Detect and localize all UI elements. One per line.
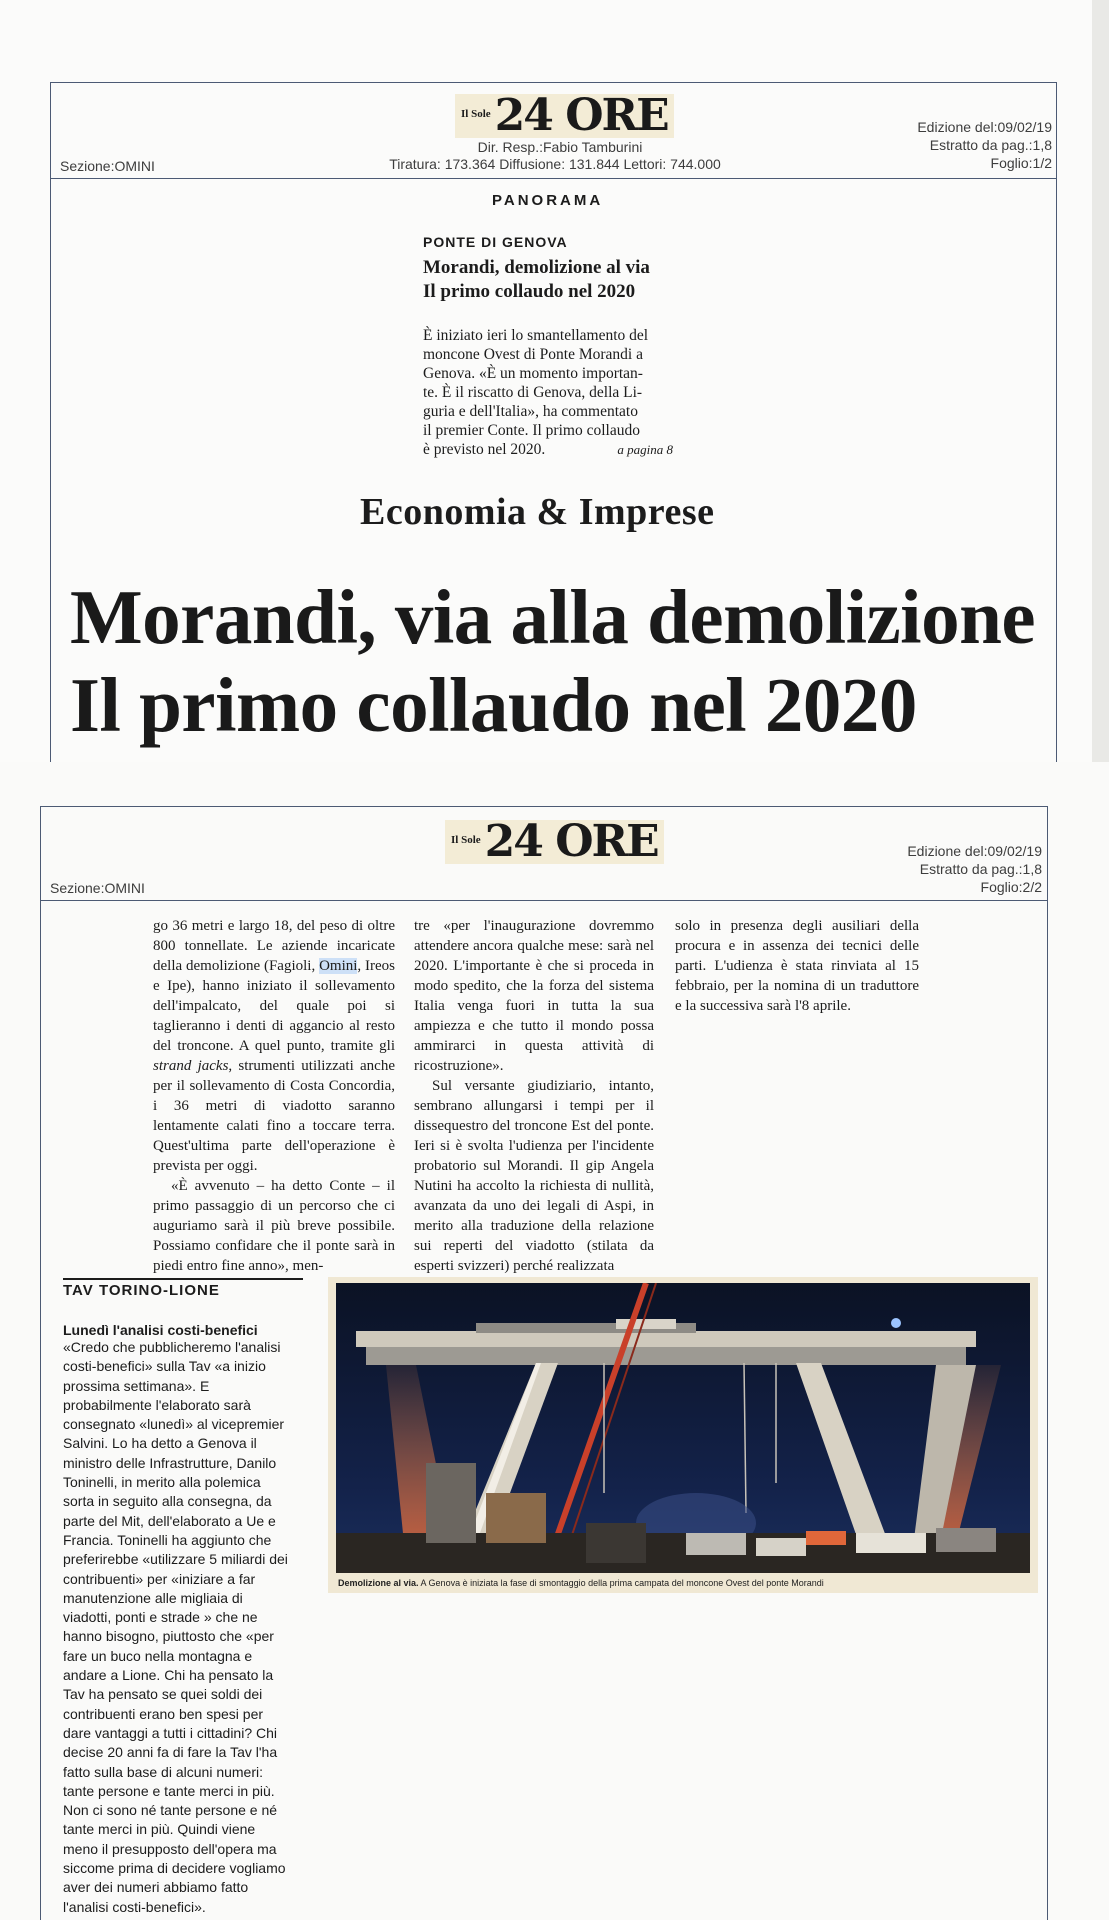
- logo-small-text: Il Sole: [451, 834, 481, 846]
- summary-box: [423, 234, 673, 459]
- logo-big-text: 24 ORE: [484, 816, 658, 867]
- header-rule-2: [41, 900, 1047, 901]
- photo-caption: [338, 1578, 1028, 1588]
- paragraph: Sul versante giudiziario, intanto, sembrano allungarsi i tempi per il dissequestro del troncone Est del ponte. Ieri si è svolta l'udienza per l'incidente probatorio sul Morandi. Il gip Angela Nutini ha accolto la richiesta di nullità, avanzata da uno dei legali di Aspi, in merito alla traduzione della relazione sui reperti del viadotto (stilata da esperti svizzeri) perché realizzata: [414, 1078, 654, 1274]
- tav-line: decise 20 anni fa di fare la Tav l'ha: [63, 1744, 278, 1761]
- summary-text: [423, 326, 673, 459]
- tav-line: probabilmente l'elaborato sarà: [63, 1396, 251, 1413]
- text: , strumenti utilizzati anche per il sollevamento di Costa Concordia, i 36 metri di viadotto saranno lentamente calati fino a toccare terra. Quest'ultima parte dell'operazione è prevista per oggi.: [153, 1058, 395, 1174]
- tav-line: fare un buco nella montagna e: [63, 1647, 253, 1664]
- tav-box: [63, 1322, 308, 1917]
- paragraph: [153, 916, 395, 1176]
- headline-line-2: Il primo collaudo nel 2020: [70, 662, 917, 748]
- edition-info: [850, 118, 1052, 172]
- sezione-label: Sezione:OMINI: [60, 158, 155, 174]
- tav-line: tante merci in più. Quindi viene: [63, 1821, 256, 1838]
- tav-line: consegnato «lunedì» al vicepremier: [63, 1416, 285, 1433]
- photo-frame: [328, 1277, 1038, 1593]
- caption-text: A Genova è iniziata la fase di smontaggio della prima campata del moncone Ovest del ponte Morandi: [420, 1578, 824, 1588]
- tav-line: Salvini. Lo ha detto a Genova il: [63, 1435, 257, 1452]
- tav-line: andare a Lione. Chi ha pensato la: [63, 1667, 274, 1684]
- tav-subheading: Lunedì l'analisi costi-benefici: [63, 1322, 258, 1338]
- tav-line: costi-benefici» sulla Tav «a inizio: [63, 1358, 266, 1375]
- summary-line: è previsto nel 2020.: [423, 441, 546, 458]
- tav-body: [63, 1338, 308, 1917]
- tav-line: siccome prima di decidere vogliamo: [63, 1860, 286, 1877]
- tav-line: aver dei numeri abbiamo fatto: [63, 1879, 249, 1896]
- logo-small-text: Il Sole: [461, 108, 491, 120]
- article-column-1: [153, 916, 395, 1276]
- summary-line: Genova. «È un momento importan-: [423, 365, 643, 382]
- tav-line: preferirebbe «utilizzare 5 miliardi dei: [63, 1551, 288, 1568]
- summary-line: te. È il riscatto di Genova, della Li-: [423, 384, 643, 401]
- tav-line: viadotti, ponti e strade » che ne: [63, 1609, 258, 1626]
- article-column-2: [414, 916, 654, 1276]
- tav-line: fatto sulla base di alcuni numeri:: [63, 1763, 263, 1780]
- clipping-page-2: [0, 762, 1109, 1920]
- director: Dir. Resp.:Fabio Tamburini: [477, 139, 643, 155]
- tav-line: sorta in seguito alla consegna, da: [63, 1493, 272, 1510]
- panorama-label: PANORAMA: [492, 192, 604, 209]
- summary-title-1: Morandi, demolizione al via: [423, 257, 650, 278]
- circulation: Tiratura: 173.364 Diffusione: 131.844 Lettori: 744.000: [389, 156, 721, 172]
- edition-info-2: [840, 842, 1042, 896]
- tav-line: tante persone e tante merci in più.: [63, 1782, 275, 1799]
- tav-line: prossima settimana». E: [63, 1377, 210, 1394]
- summary-title-2: Il primo collaudo nel 2020: [423, 281, 636, 302]
- summary-line: È iniziato ieri lo smantellamento del: [423, 327, 649, 344]
- paragraph: «È avvenuto – ha detto Conte – il primo passaggio di un percorso che ci auguriamo sarà il più breve possibile. Possiamo confidare che il ponte sarà in piedi entro fine anno», men-: [153, 1178, 395, 1274]
- highlighted-text: Omini: [319, 958, 358, 974]
- tav-line: l'analisi costi-benefici».: [63, 1898, 206, 1915]
- text: go 36 metri e largo 18, del peso di oltre 800 tonnellate. Le aziende incaricate della demolizione (Fagioli,: [153, 918, 395, 974]
- tav-top-rule: [63, 1278, 303, 1280]
- edizione: Edizione del:09/02/19: [917, 119, 1052, 135]
- clipping-page-1: [0, 0, 1092, 762]
- tav-line: meno il presupposto dell'opera ma: [63, 1840, 277, 1857]
- page-reference: a pagina 8: [617, 442, 673, 457]
- tav-line: Non ci sono né tante persone e né: [63, 1802, 278, 1819]
- estratto: Estratto da pag.:1,8: [919, 861, 1042, 877]
- summary-line: il premier Conte. Il primo collaudo: [423, 422, 640, 439]
- tav-line: contribuenti erano ben spesi per: [63, 1705, 264, 1722]
- foglio: Foglio:1/2: [990, 155, 1052, 171]
- text: , Ireos e Ipe), hanno iniziato il sollevamento dell'impalcato, del quale poi si taglieranno i denti di aggancio al resto del troncone. A quel punto, tramite gli: [153, 958, 395, 1054]
- paragraph: solo in presenza degli ausiliari della procura e in assenza dei tecnici delle parti. L'udienza è stata rinviata al 15 febbraio, per la nomina di un traduttore e la successiva sarà l'8 aprile.: [675, 918, 919, 1014]
- logo-big-text: 24 ORE: [494, 90, 668, 141]
- newspaper-logo-2: [445, 816, 664, 867]
- tav-line: manutenzione alle migliaia di: [63, 1589, 243, 1606]
- tav-line: Tav ha pensato se quei soldi dei: [63, 1686, 263, 1703]
- summary-line: moncone Ovest di Ponte Morandi a: [423, 346, 643, 363]
- article-column-3: [675, 916, 919, 1016]
- tav-line: dare vantaggi a tutti i cittadini? Chi: [63, 1724, 278, 1741]
- paragraph: tre «per l'inaugurazione dovremmo attendere ancora qualche mese: sarà nel 2020. L'importante è che si proceda in modo spedito, che la forza del sistema Italia venga fuori in tutta la sua ampiezza e che tutto il mondo possa ammirarci in questa attività di ricostruzione».: [414, 918, 654, 1074]
- tav-line: «Credo che pubblicheremo l'analisi: [63, 1339, 281, 1355]
- foglio: Foglio:2/2: [980, 879, 1042, 895]
- headline-line-1: Morandi, via alla demolizione: [70, 574, 1036, 660]
- caption-bold: Demolizione al via.: [338, 1578, 419, 1588]
- sezione-label-2: Sezione:OMINI: [50, 880, 145, 896]
- section-title: Economia & Imprese: [360, 491, 715, 533]
- estratto: Estratto da pag.:1,8: [929, 137, 1052, 153]
- summary-last-line: [423, 440, 673, 459]
- tav-line: ministro delle Infrastrutture, Danilo: [63, 1454, 277, 1471]
- summary-kicker: PONTE DI GENOVA: [423, 234, 568, 250]
- tav-line: Francia. Toninelli ha aggiunto che: [63, 1531, 272, 1548]
- tav-line: hanno bisogno, piuttosto che «per: [63, 1628, 274, 1645]
- header-rule: [51, 178, 1056, 179]
- tav-line: parte del Mit, dell'elaborato a Ue e: [63, 1512, 276, 1529]
- tav-line: contribuenti» per «iniziare a far: [63, 1570, 256, 1587]
- tav-line: Toninelli, in merito alla polemica: [63, 1474, 261, 1491]
- newspaper-logo: [455, 90, 674, 141]
- tav-heading: TAV TORINO-LIONE: [63, 1282, 220, 1299]
- italic-text: strand jacks: [153, 1058, 229, 1074]
- summary-line: guria e dell'Italia», ha commentato: [423, 403, 638, 420]
- edizione: Edizione del:09/02/19: [907, 843, 1042, 859]
- night-bridge-photo-icon: [336, 1283, 1030, 1573]
